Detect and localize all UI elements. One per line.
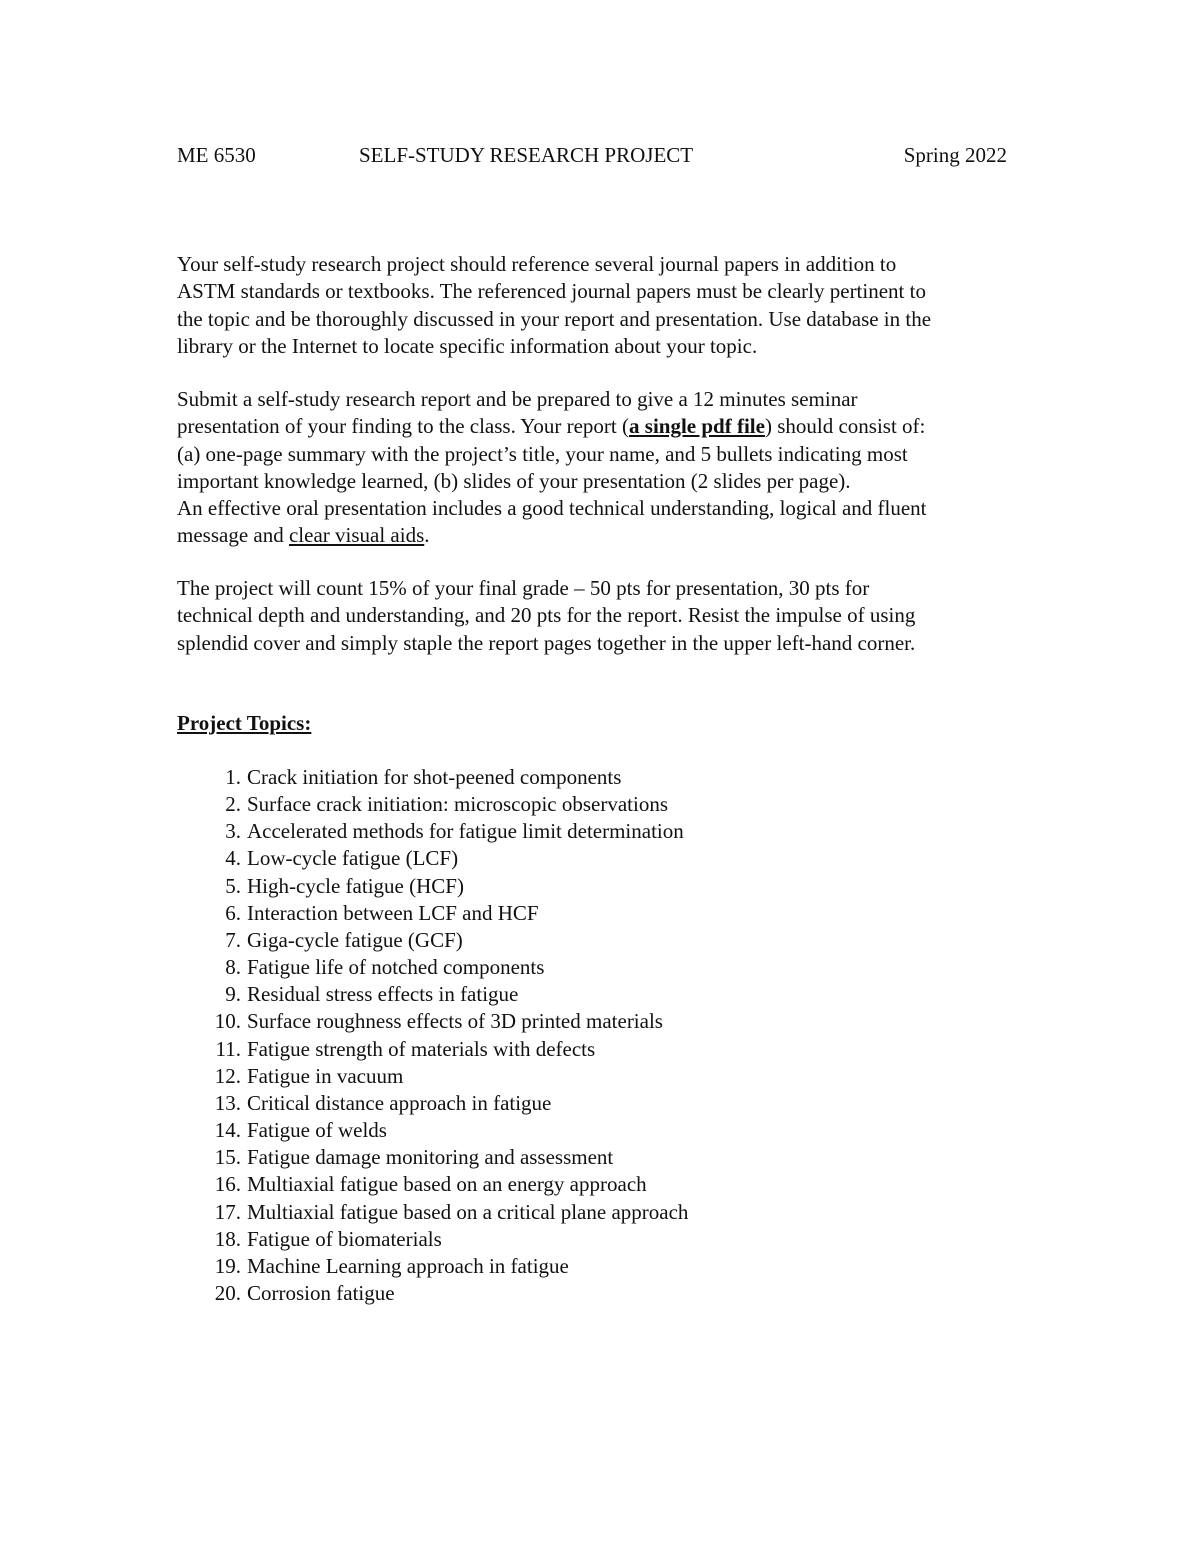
topic-item (177, 1144, 688, 1171)
paragraph-line (177, 522, 1037, 549)
line-text: ) should consist of: (764, 414, 926, 439)
topic-item (177, 1171, 688, 1198)
paragraph-line: The project will count 15% of your final grade – 50 pts for presentation, 30 pts for (177, 576, 870, 600)
topic-text: Crack initiation for shot-peened components (247, 765, 622, 789)
topic-text: Giga-cycle fatigue (GCF) (247, 927, 463, 952)
line-text: presentation of your finding to the class. Your report ( (177, 414, 630, 439)
topic-number: 5. (225, 873, 241, 898)
topic-item (177, 1063, 688, 1090)
topic-number: 13. (214, 1090, 241, 1115)
topics-list (177, 764, 688, 1307)
paragraph-line: technical depth and understanding, and 20 pts for the report. Resist the impulse of using (177, 603, 916, 628)
topic-text: Fatigue of biomaterials (247, 1226, 442, 1251)
topic-number: 15. (214, 1145, 241, 1170)
topic-item (177, 1199, 688, 1226)
topic-text: Multiaxial fatigue based on a critical plane approach (247, 1199, 689, 1224)
topic-text: Corrosion fatigue (247, 1280, 395, 1305)
paragraph-line: the topic and be thoroughly discussed in your report and presentation. Use database in the (177, 306, 932, 331)
topic-item (177, 954, 688, 981)
grading-paragraph (177, 575, 1037, 657)
paragraph-line: library or the Internet to locate specific information about your topic. (177, 333, 758, 358)
topic-number: 14. (214, 1118, 241, 1143)
topic-number: 2. (225, 792, 241, 817)
paragraph-line (177, 413, 1037, 440)
visual-aids-emphasis: clear visual aids (288, 523, 425, 548)
paragraph-line: splendid cover and simply staple the report pages together in the upper left-hand corner. (177, 630, 916, 655)
topic-item (177, 818, 688, 845)
intro-paragraph (177, 251, 1037, 360)
topic-text: Fatigue damage monitoring and assessment (247, 1145, 614, 1170)
topic-text: Surface crack initiation: microscopic observations (247, 792, 669, 817)
course-code: ME 6530 (177, 143, 256, 167)
paragraph-line: Your self-study research project should reference several journal papers in addition to (177, 252, 897, 276)
topic-number: 11. (215, 1036, 241, 1061)
topic-text: Accelerated methods for fatigue limit determination (247, 819, 684, 844)
topic-number: 9. (225, 982, 241, 1007)
submission-paragraph (177, 386, 1037, 550)
topic-number: 19. (214, 1253, 241, 1278)
topic-item (177, 845, 688, 872)
topic-text: Fatigue of welds (247, 1118, 387, 1143)
topic-item (177, 1280, 688, 1307)
topic-number: 17. (214, 1199, 241, 1224)
topic-item (177, 927, 688, 954)
topic-number: 20. (214, 1280, 241, 1305)
topic-number: 16. (214, 1172, 241, 1197)
topic-item (177, 1226, 688, 1253)
topic-number: 3. (225, 819, 241, 844)
topic-text: Fatigue strength of materials with defects (247, 1036, 596, 1061)
topic-text: Fatigue in vacuum (247, 1063, 404, 1088)
topic-text: Interaction between LCF and HCF (247, 900, 539, 925)
topic-item (177, 1253, 688, 1280)
topic-number: 7. (225, 927, 241, 952)
term: Spring 2022 (903, 143, 1007, 167)
paragraph-line: (a) one-page summary with the project’s title, your name, and 5 bullets indicating most (177, 441, 908, 466)
topic-text: High-cycle fatigue (HCF) (247, 873, 464, 898)
topic-item (177, 1008, 688, 1035)
topic-item (177, 1036, 688, 1063)
topic-item (177, 900, 688, 927)
topic-item (177, 981, 688, 1008)
topic-text: Critical distance approach in fatigue (247, 1090, 552, 1115)
topic-item (177, 873, 688, 900)
single-pdf-emphasis: a single pdf file (629, 414, 765, 439)
topic-item (177, 764, 688, 791)
topic-number: 4. (225, 846, 241, 871)
document-title: SELF-STUDY RESEARCH PROJECT (359, 143, 694, 167)
line-text: . (424, 523, 430, 548)
page-header (177, 143, 1007, 173)
paragraph-line: ASTM standards or textbooks. The referenced journal papers must be clearly pertinent to (177, 279, 926, 304)
paragraph-line: An effective oral presentation includes a good technical understanding, logical and fluent (177, 496, 927, 521)
topic-number: 18. (214, 1226, 241, 1251)
topic-text: Multiaxial fatigue based on an energy approach (247, 1172, 647, 1197)
topic-number: 1. (225, 765, 241, 789)
topic-number: 8. (225, 955, 241, 980)
topics-heading: Project Topics: (177, 711, 312, 735)
topic-number: 6. (225, 900, 241, 925)
paragraph-line: important knowledge learned, (b) slides of your presentation (2 slides per page). (177, 468, 851, 493)
topic-number: 12. (214, 1063, 241, 1088)
topic-item (177, 791, 688, 818)
line-text: message and (177, 523, 289, 548)
topic-item (177, 1090, 688, 1117)
topic-text: Machine Learning approach in fatigue (247, 1253, 569, 1278)
topic-item (177, 1117, 688, 1144)
topic-text: Fatigue life of notched components (247, 955, 545, 980)
topic-text: Residual stress effects in fatigue (247, 982, 519, 1007)
paragraph-line: Submit a self-study research report and be prepared to give a 12 minutes seminar (177, 387, 858, 411)
topic-number: 10. (214, 1009, 241, 1034)
topic-text: Surface roughness effects of 3D printed materials (247, 1009, 663, 1034)
topic-text: Low-cycle fatigue (LCF) (247, 846, 459, 871)
